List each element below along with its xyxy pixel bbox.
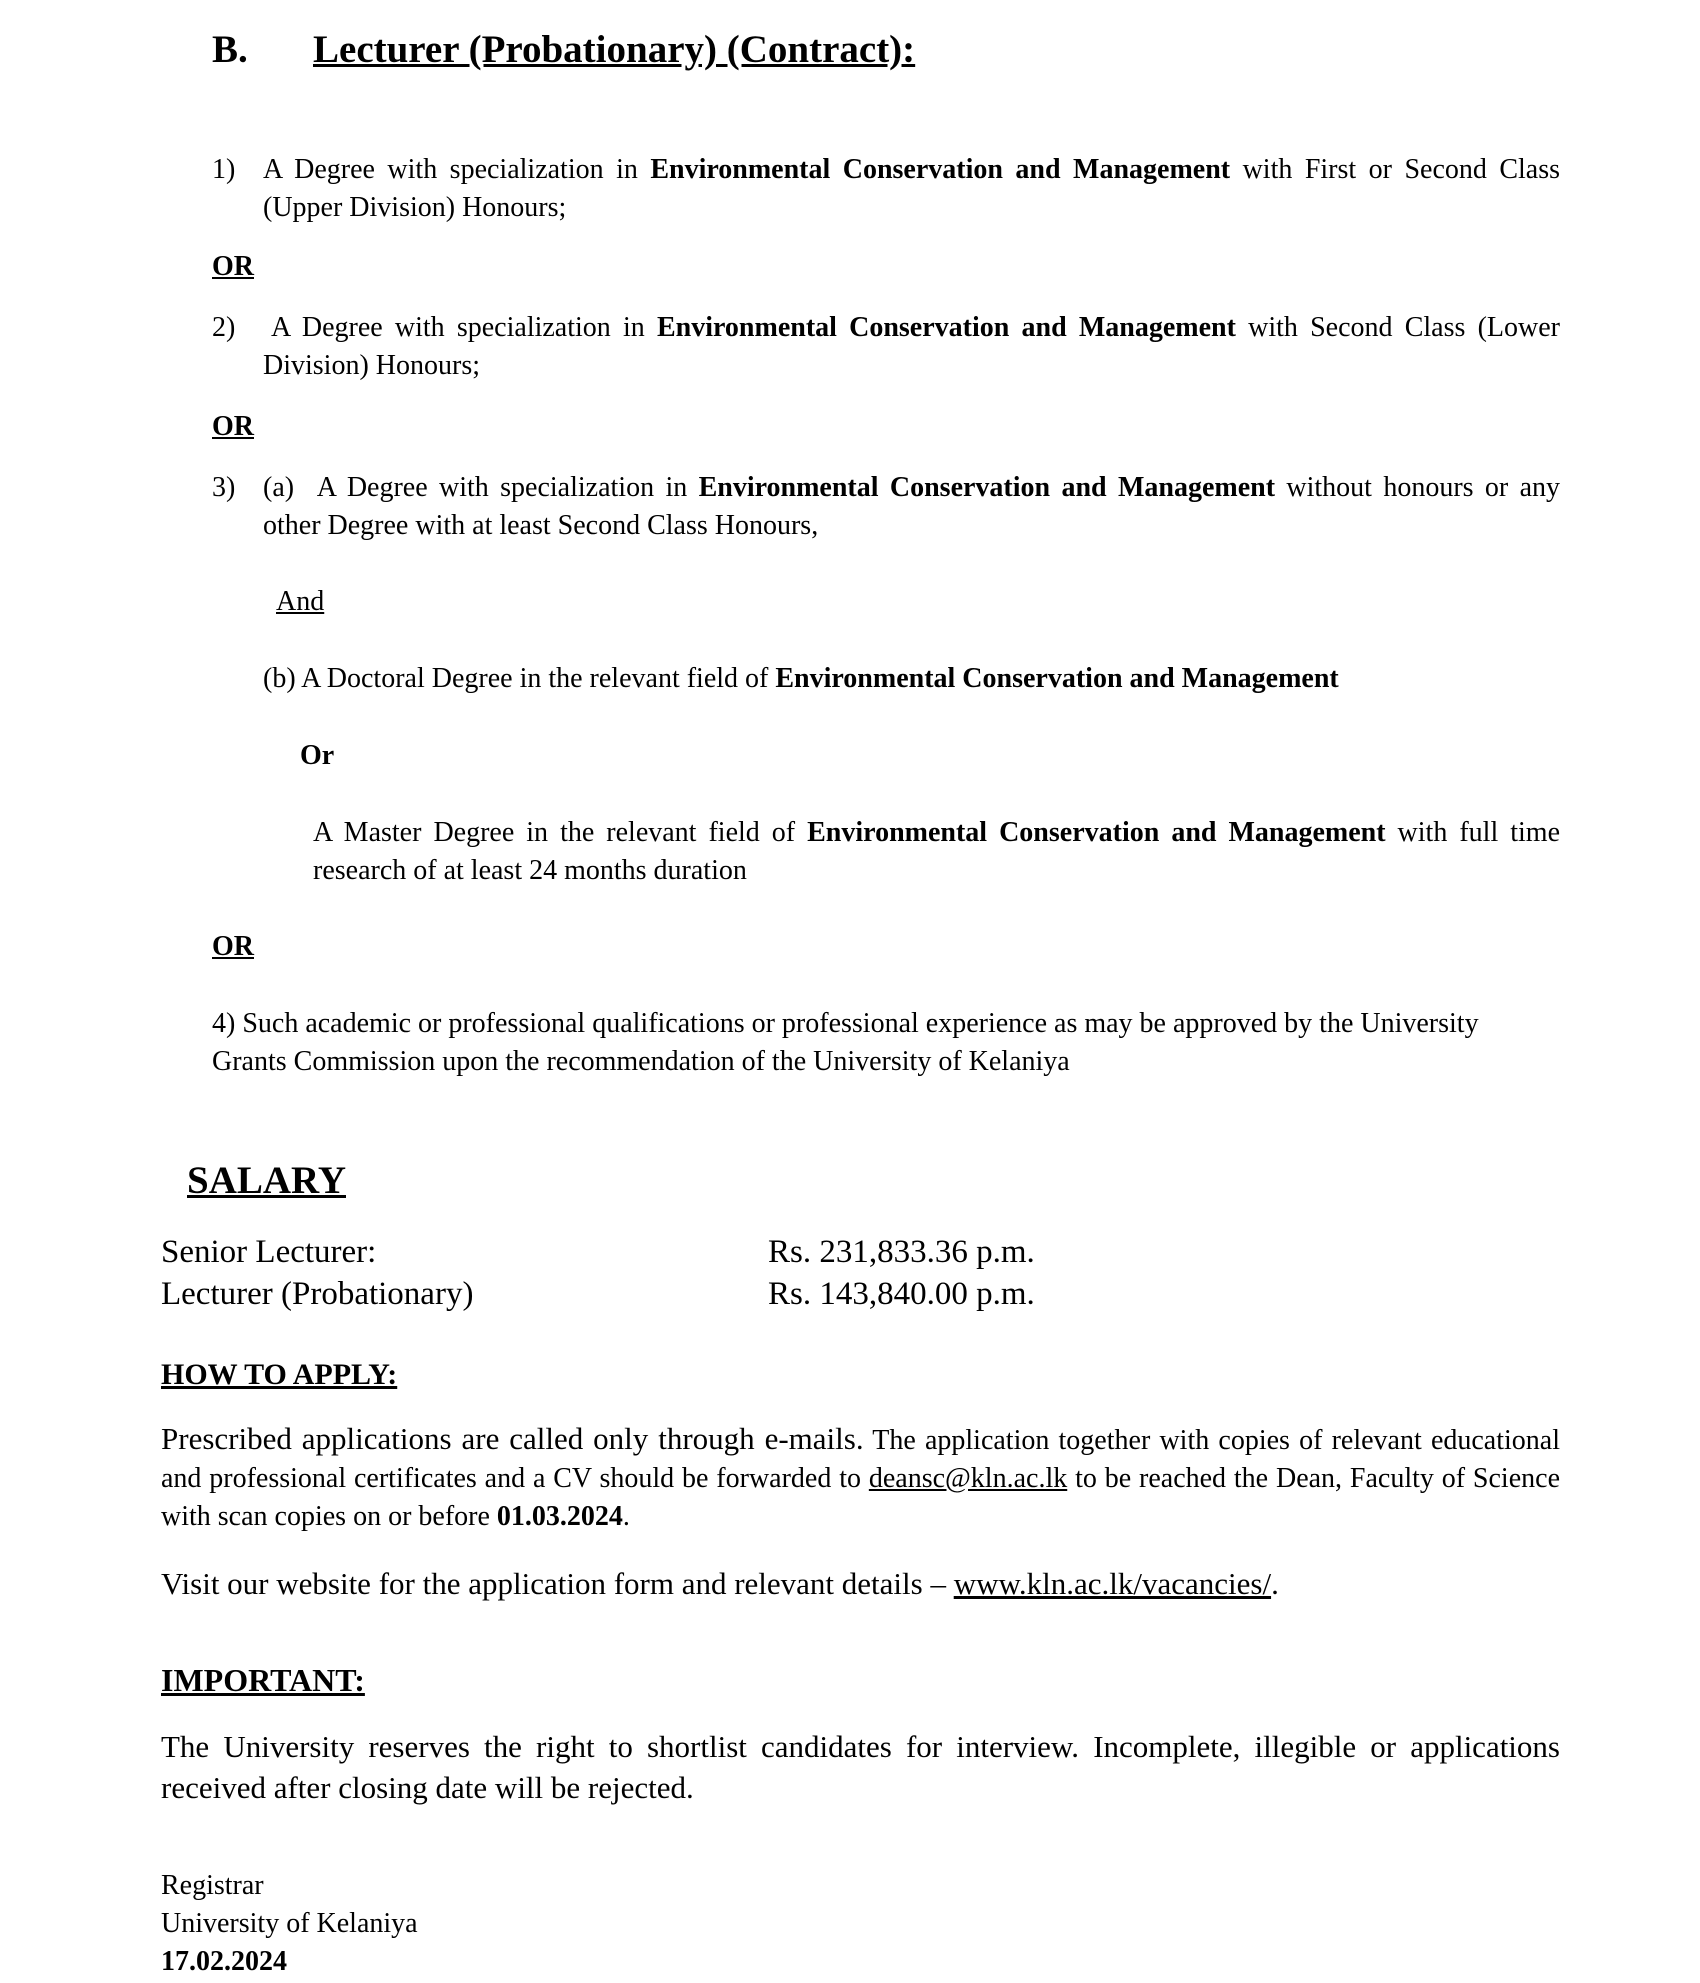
how-to-apply-paragraph: Prescribed applications are called only through e-mails. The application together with copies of relevant educational and professional certificates and a CV should be forwarded to deansc@kln.ac.lk to be reached the Dean, Faculty of Science with scan copies on or before 01.03.2024. (161, 1421, 1560, 1532)
deadline-date: 01.03.2024 (496, 1501, 623, 1532)
signature-org: University of Kelaniya (161, 1908, 418, 1939)
qualification-3b-text: (b) A Doctoral Degree in the relevant field of Environmental Conservation and Management (263, 663, 1339, 694)
section-title: Lecturer (Probationary) (Contract): (313, 28, 916, 71)
qualification-3a-text: (a) A Degree with specialization in Environmental Conservation and Management without honours or any other Degree with at least Second Class Honours, (263, 472, 1561, 541)
website-paragraph: Visit our website for the application form and relevant details – www.kln.ac.lk/vacancies/. (161, 1566, 1279, 1601)
signature-date: 17.02.2024 (161, 1946, 287, 1977)
salary-role: Lecturer (Probationary) (161, 1276, 474, 1312)
qualification-1-number: 1) (212, 154, 236, 185)
website-link[interactable]: www.kln.ac.lk/vacancies/ (953, 1566, 1272, 1601)
qualification-3-master-text: A Master Degree in the relevant field of Environmental Conservation and Management with full time research of at least 24 months duration (313, 817, 1561, 886)
qualification-4-text: 4) Such academic or professional qualifications or professional experience as may be approved by the University Grants Commission upon the recommendation of the University of Kelaniya (212, 1008, 1479, 1077)
and-connector: And (276, 586, 325, 617)
how-to-apply-heading: HOW TO APPLY: (161, 1358, 398, 1391)
salary-row (161, 1273, 1461, 1315)
salary-amount: Rs. 143,840.00 p.m. (768, 1276, 1035, 1312)
signature-title: Registrar (161, 1870, 264, 1901)
or-inner-separator: Or (300, 740, 335, 771)
section-b-heading (212, 24, 916, 76)
qualification-3a-label: (a) (263, 472, 295, 503)
qualification-3-number: 3) (212, 472, 236, 503)
qualification-2-text: A Degree with specialization in Environmental Conservation and Management with Second Class (Lower Division) Honours; (263, 312, 1560, 381)
salary-amount: Rs. 231,833.36 p.m. (768, 1234, 1035, 1270)
salary-row (161, 1231, 1461, 1273)
qualification-1-text: A Degree with specialization in Environmental Conservation and Management with First or Second Class (Upper Division) Honours; (263, 154, 1561, 223)
important-heading: IMPORTANT: (161, 1662, 365, 1698)
important-text: The University reserves the right to shortlist candidates for interview. Incomplete, illegible or applications received after closing date will be rejected. (161, 1729, 1560, 1805)
salary-heading: SALARY (187, 1159, 346, 1202)
or-separator-1: OR (212, 251, 254, 282)
or-separator-3: OR (212, 931, 254, 962)
qualification-2-number: 2) (212, 312, 236, 343)
salary-role: Senior Lecturer: (161, 1234, 377, 1270)
email-link[interactable]: deansc@kln.ac.lk (868, 1463, 1068, 1494)
or-separator-2: OR (212, 411, 254, 442)
section-letter: B. (212, 28, 248, 71)
